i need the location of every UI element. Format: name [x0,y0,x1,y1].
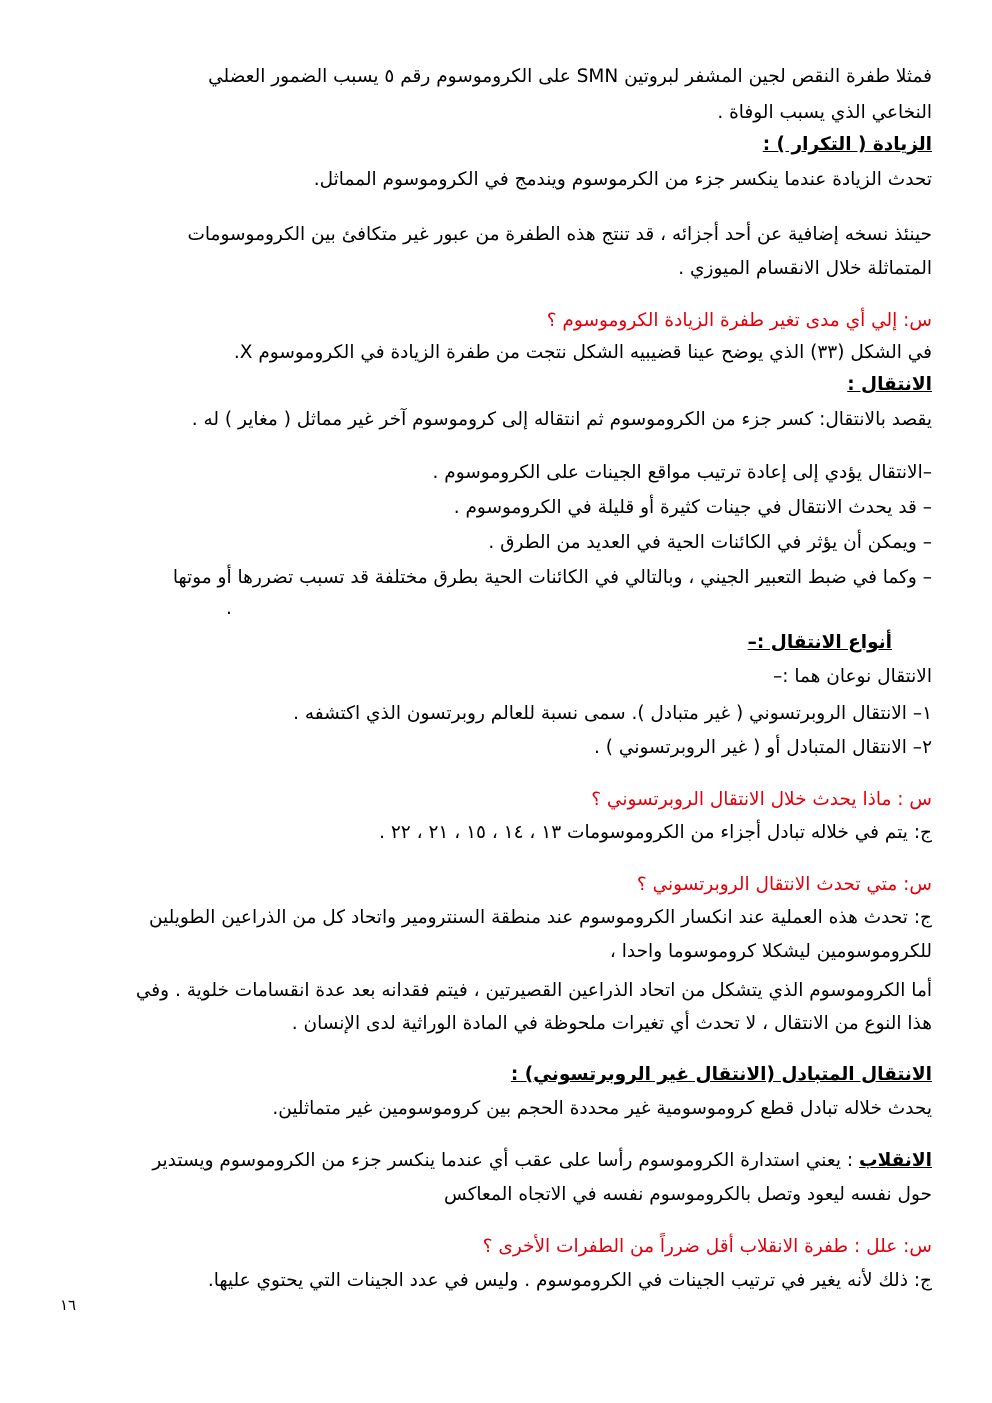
translocation-types-heading: أنواع الانتقال :– [747,632,892,653]
duplication-paragraph-2-line-2: المتماثلة خلال الانقسام الميوزي . [678,258,932,279]
intro-line-1: فمثلا طفرة النقص لجين المشفر لبروتين SMN على الكروموسوم رقم ٥ يسبب الضمور العضلي [208,66,932,87]
duplication-heading: الزيادة ( التكرار ) : [762,134,932,155]
inversion-answer: ج: ذلك لأنه يغير في ترتيب الجينات في الكروموسوم . وليس في عدد الجينات التي يحتوي عليها. [207,1270,932,1291]
inversion-line-1 [152,1146,932,1176]
reciprocal-heading: الانتقال المتبادل (الانتقال غير الروبرتسوني) : [510,1064,932,1085]
inversion-definition: : يعني استدارة الكروموسوم رأسا على عقب أي عندما ينكسر جزء من الكروموسوم ويستدير [152,1150,854,1171]
reciprocal-text: يحدث خلاله تبادل قطع كروموسومية غير محددة الحجم بين كروموسومين غير متماثلين. [272,1098,932,1119]
duplication-answer: في الشكل (٣٣) الذي يوضح عينا قضيبيه الشكل نتجت من طفرة الزيادة في الكروموسوم X. [233,342,932,363]
robertsonian-question-2: س: متي تحدث الانتقال الروبرتسوني ؟ [636,874,932,895]
translocation-type-2: ٢– الانتقال المتبادل أو ( غير الروبرتسوني ) . [594,737,932,758]
translocation-bullet-3: – ويمكن أن يؤثر في الكائنات الحية في العديد من الطرق . [488,532,932,553]
robertsonian-question-1: س : ماذا يحدث خلال الانتقال الروبرتسوني ؟ [591,789,932,810]
intro-line-2: النخاعي الذي يسبب الوفاة . [717,102,932,123]
inversion-question: س: علل : طفرة الانقلاب أقل ضرراً من الطفرات الأخرى ؟ [482,1236,932,1257]
robertsonian-answer-1: ج: يتم في خلاله تبادل أجزاء من الكروموسومات ١٣ ، ١٤ ، ١٥ ، ٢١ ، ٢٢ . [379,822,932,843]
robertsonian-answer-2-line-3: أما الكروموسوم الذي يتشكل من اتحاد الذراعين القصيرتين ، فيتم فقدانه بعد عدة انقسامات خلوية . وفي [135,980,932,1001]
translocation-bullet-4: – وكما في ضبط التعبير الجيني ، وبالتالي في الكائنات الحية بطرق مختلفة قد تسبب تضررها أو موتها [172,567,932,588]
robertsonian-answer-2-line-1: ج: تحدث هذه العملية عند انكسار الكروموسوم عند منطقة السنترومير واتحاد كل من الذراعين الطويلين [148,907,932,928]
robertsonian-answer-2-line-4: هذا النوع من الانتقال ، لا تحدث أي تغيرات ملحوظة في المادة الوراثية لدى الإنسان . [291,1013,932,1034]
translocation-bullet-1: –الانتقال يؤدي إلى إعادة ترتيب مواقع الجينات على الكروموسوم . [432,462,932,483]
inversion-heading: الانقلاب [858,1150,932,1171]
robertsonian-answer-2-line-2: للكروموسومين ليشكلا كروموسوما واحدا ، [609,941,932,962]
translocation-bullet-2: – قد يحدث الانتقال في جينات كثيرة أو قليلة في الكروموسوم . [453,497,932,518]
translocation-type-1: ١– الانتقال الروبرتسوني ( غير متبادل ). سمى نسبة للعالم روبرتسون الذي اكتشفه . [293,703,932,724]
translocation-types-intro: الانتقال نوعان هما :– [772,666,932,687]
page-number: ١٦ [60,1296,77,1314]
duplication-paragraph-1: تحدث الزيادة عندما ينكسر جزء من الكرموسوم ويندمج في الكروموسوم المماثل. [313,169,932,190]
inversion-line-2: حول نفسه ليعود وتصل بالكروموسوم نفسه في الاتجاه المعاكس [444,1184,932,1205]
duplication-paragraph-2-line-1: حينئذ نسخه إضافية عن أحد أجزائه ، قد تنتج هذه الطفرة من عبور غير متكافئ بين الكروموسومات [187,224,932,245]
duplication-question: س: إلي أي مدى تغير طفرة الزيادة الكروموسوم ؟ [546,310,932,331]
translocation-bullet-4-end: . [226,598,232,619]
translocation-heading: الانتقال : [847,374,932,395]
translocation-definition: يقصد بالانتقال: كسر جزء من الكروموسوم ثم انتقاله إلى كروموسوم آخر غير مماثل ( مغاير ) له . [191,409,932,430]
